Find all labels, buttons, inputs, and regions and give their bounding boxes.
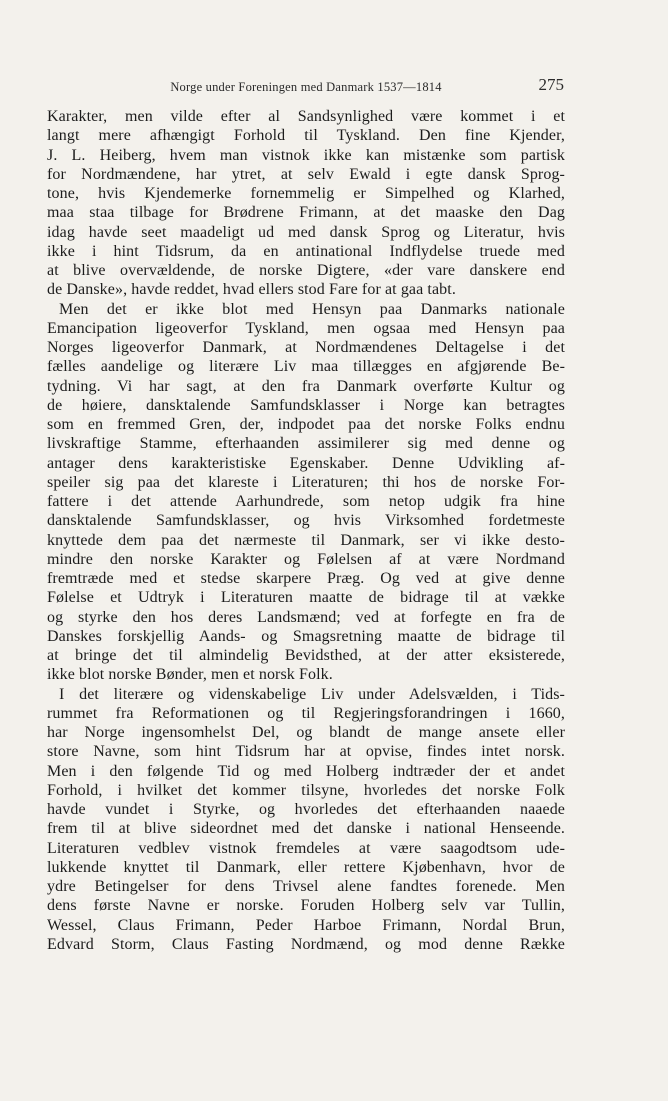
text-line: dens første Navne er norske. Foruden Holberg selv var Tullin, [47, 897, 565, 915]
text-line: som en fremmed Gren, der, indpodet paa det norske Folks endnu [47, 416, 565, 433]
text-line: speiler sig paa det klareste i Literaturen; thi hos de norske For- [47, 473, 565, 491]
text-line: antager dens karakteristiske Egenskaber. Denne Udvikling af- [47, 454, 565, 472]
text-line: Emancipation ligeoverfor Tyskland, men ogsaa med Hensyn paa [47, 319, 565, 337]
text-line: lukkende knyttet til Danmark, eller rettere Kjøbenhavn, hvor de [47, 858, 565, 876]
text-line: tydning. Vi har sagt, at den fra Danmark overførte Kultur og [47, 377, 565, 395]
text-line: ydre Betingelser for dens Trivsel alene fandtes forenede. Men [47, 878, 565, 895]
text-line: Men i den følgende Tid og med Holberg indtræder der et andet [47, 762, 565, 780]
text-line: har Norge ingensomhelst Del, og blandt de mange ansete eller [47, 724, 565, 741]
text-line: Karakter, men vilde efter al Sandsynlighed være kommet i et [47, 108, 565, 125]
running-title: Norge under Foreningen med Danmark 1537—1814 [170, 80, 442, 94]
text-line: de Danske», havde reddet, hvad ellers stod Fare for at gaa tabt. [47, 281, 456, 299]
body-text [47, 107, 565, 954]
text-line: Danskes forskjellig Aands- og Smagsretning maatte de bidrage til [47, 627, 565, 645]
text-line: langt mere afhængigt Forhold til Tyskland. Den fine Kjender, [47, 127, 565, 145]
text-line: knyttede dem paa det nærmeste til Danmark, ser vi ikke desto- [47, 531, 565, 549]
text-line: rummet fra Reformationen og til Regjeringsforandringen i 1660, [47, 704, 565, 722]
text-line: Edvard Storm, Claus Fasting Nordmænd, og mod denne Række [47, 935, 565, 953]
text-line: Følelse et Udtryk i Literaturen maatte de bidrage til at vække [47, 589, 565, 607]
text-line: Norges ligeoverfor Danmark, at Nordmændenes Deltagelse i det [47, 339, 565, 356]
text-line: havde vundet i Styrke, og hvorledes det efterhaanden naaede [47, 801, 565, 818]
text-line: at bringe det til almindelig Bevidsthed, at der atter eksisterede, [47, 647, 565, 664]
text-line: store Navne, som hint Tidsrum har at opvise, findes intet norsk. [47, 743, 565, 761]
text-line: ikke blot norske Bønder, men et norsk Folk. [47, 666, 333, 684]
text-line: at blive overvældende, de norske Digtere, «der vare danskere end [47, 262, 565, 279]
text-line: Literaturen vedblev vistnok fremdeles at være saagodtsom ude- [47, 839, 565, 857]
text-line: fattere i det attende Aarhundrede, som netop udgik fra hine [47, 493, 565, 510]
text-line: fælles aandelige og literære Liv maa tillægges en afgjørende Be- [47, 358, 565, 376]
text-line: maa staa tilbage for Brødrene Frimann, at det maaske den Dag [47, 204, 565, 222]
text-line: livskraftige Stamme, efterhaanden assimilerer sig med denne og [47, 435, 565, 453]
text-line: Forhold, i hvilket det kommer tilsyne, hvorledes det norske Folk [47, 781, 565, 799]
page-number: 275 [538, 75, 564, 94]
text-line: J. L. Heiberg, hvem man vistnok ikke kan mistænke som partisk [47, 146, 565, 164]
text-line: I det literære og videnskabelige Liv under Adelsvælden, i Tids- [59, 685, 565, 703]
text-line: og styrke den hos deres Landsmænd; ved at forfegte en fra de [47, 608, 565, 626]
text-line: frem til at blive sideordnet med det danske i national Henseende. [47, 820, 565, 838]
text-line: dansktalende Samfundsklasser, og hvis Virksomhed fordetmeste [47, 512, 565, 530]
text-line: de høiere, dansktalende Samfundsklasser i Norge kan betragtes [47, 396, 565, 414]
text-line: Wessel, Claus Frimann, Peder Harboe Frimann, Nordal Brun, [47, 916, 565, 934]
text-line: for Nordmændene, har ytret, at selv Ewald i egte dansk Sprog- [47, 165, 565, 183]
text-line: mindre den norske Karakter og Følelsen af at være Nordmand [47, 550, 565, 568]
text-line: fremtræde med et stedse skarpere Præg. Og ved at give denne [47, 570, 565, 587]
text-line: idag havde seet maadeligt ud med dansk Sprog og Literatur, hvis [47, 223, 565, 241]
running-head [48, 77, 564, 97]
text-line: tone, hvis Kjendemerke fornemmelig er Simpelhed og Klarhed, [47, 185, 565, 202]
text-line: Men det er ikke blot med Hensyn paa Danmarks nationale [59, 300, 565, 318]
text-line: ikke i hint Tidsrum, da en antinational Indflydelse truede med [47, 242, 565, 260]
